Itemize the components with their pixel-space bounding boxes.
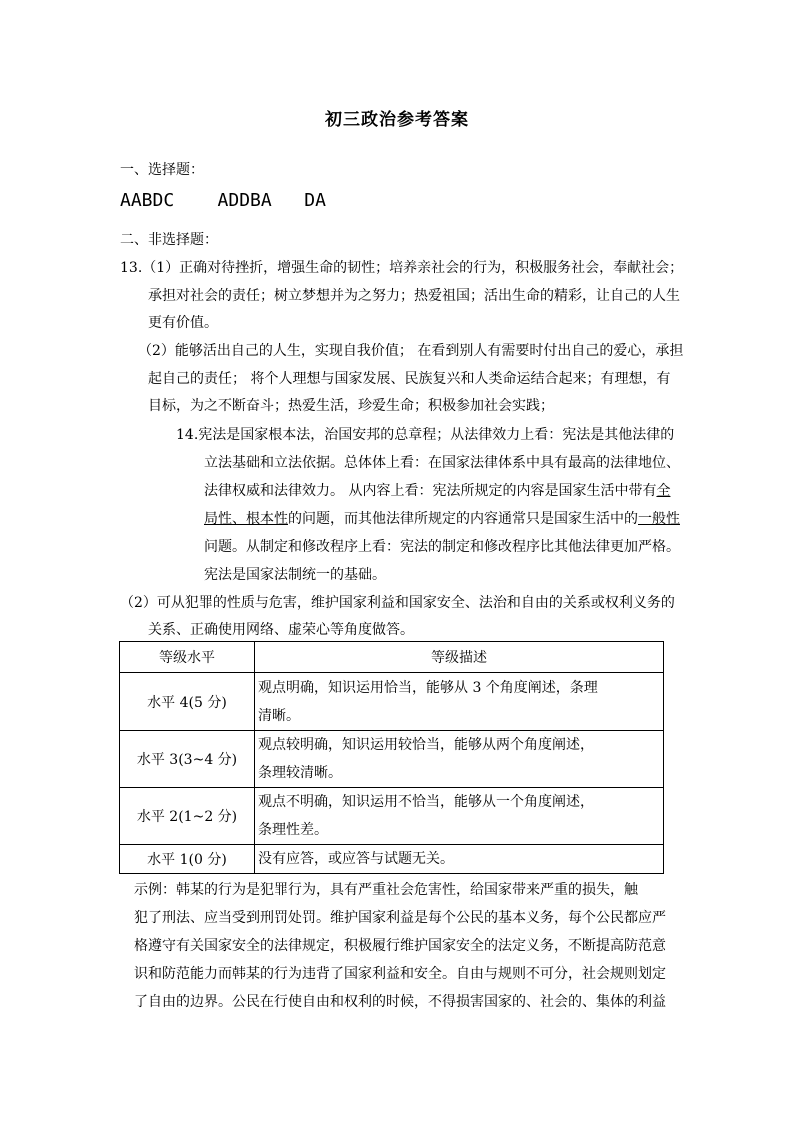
example-line2: 犯了刑法、应当受到刑罚处罚。维护国家利益是每个公民的基本义务，每个公民都应严 — [134, 910, 666, 926]
page-title: 初三政治参考答案 — [325, 110, 469, 130]
q14-line3: 法律权威和法律效力。 从内容上看：宪法所规定的内容是国家生活中带有全 — [204, 483, 671, 499]
q13-p2-line1: （2）能够活出自己的人生，实现自我价值； 在看到别人有需要时付出自己的爱心，承担 — [138, 343, 684, 359]
section2-heading: 二、非选择题： — [120, 232, 218, 248]
q14-2-line2: 关系、正确使用网络、虚荣心等角度做答。 — [148, 622, 414, 638]
example-line4: 识和防范能力而韩某的行为违背了国家利益和安全。自由与规则不可分，社会规则划定 — [134, 966, 666, 982]
table-header-row — [120, 642, 664, 673]
section1-heading: 一、选择题： — [120, 162, 204, 178]
table-header-level: 等级水平 — [120, 642, 255, 673]
q14-line1: 14.宪法是国家根本法，治国安邦的总章程；从法律效力上看：宪法是其他法律的 — [176, 427, 675, 443]
table-row — [120, 788, 664, 845]
q14-line2: 立法基础和立法依据。总体体上看：在国家法律体系中具有最高的法律地位、 — [204, 455, 680, 471]
example-line3: 格遵守有关国家安全的法律规定，积极履行维护国家安全的法定义务，不断提高防范意 — [134, 938, 666, 954]
q13-p1-line2: 承担对社会的责任；树立梦想并为之努力；热爱祖国；活出生命的精彩，让自己的人生 — [148, 288, 680, 304]
q14-line4: 局性、根本性的问题，而其他法律所规定的内容通常只是国家生活中的一般性 — [204, 511, 680, 527]
q13-p2-line2: 起自己的责任； 将个人理想与国家发展、民族复兴和人类命运结合起来；有理想，有 — [148, 371, 671, 387]
desc-cell: 观点不明确，知识运用不恰当，能够从一个角度阐述， 条理性差。 — [255, 788, 664, 845]
table-row — [120, 845, 664, 874]
level-cell: 水平 3(3~4 分) — [120, 731, 255, 788]
level-cell: 水平 4(5 分) — [120, 673, 255, 731]
table-header-desc: 等级描述 — [255, 642, 664, 673]
level-cell: 水平 2(1~2 分) — [120, 788, 255, 845]
choice-answers: AABDC ADDBA DA — [120, 190, 326, 211]
table-row — [120, 731, 664, 788]
desc-cell: 没有应答，或应答与试题无关。 — [255, 845, 664, 874]
q14-2-line1: （2）可从犯罪的性质与危害，维护国家利益和国家安全、法治和自由的关系或权利义务的 — [120, 595, 675, 611]
desc-cell: 观点明确，知识运用恰当，能够从 3 个角度阐述，条理 清晰。 — [255, 673, 664, 731]
example-line1: 示例：韩某的行为是犯罪行为，具有严重社会危害性，给国家带来严重的损失，触 — [134, 882, 638, 898]
q13-p2-line3: 目标，为之不断奋斗；热爱生活，珍爱生命；积极参加社会实践； — [148, 398, 554, 414]
table-row — [120, 673, 664, 731]
q13-p1-line1: 13.（1）正确对待挫折，增强生命的韧性；培养亲社会的行为，积极服务社会，奉献社会； — [120, 260, 684, 276]
level-cell: 水平 1(0 分) — [120, 845, 255, 874]
example-line5: 了自由的边界。公民在行使自由和权利的时候，不得损害国家的、社会的、集体的利益 — [134, 994, 666, 1010]
q14-line5: 问题。从制定和修改程序上看：宪法的制定和修改程序比其他法律更加严格。 — [204, 539, 680, 555]
q13-p1-line3: 更有价值。 — [148, 315, 218, 331]
grading-table — [119, 641, 664, 874]
q14-line6: 宪法是国家法制统一的基础。 — [204, 567, 386, 583]
desc-cell: 观点较明确，知识运用较恰当，能够从两个角度阐述， 条理较清晰。 — [255, 731, 664, 788]
